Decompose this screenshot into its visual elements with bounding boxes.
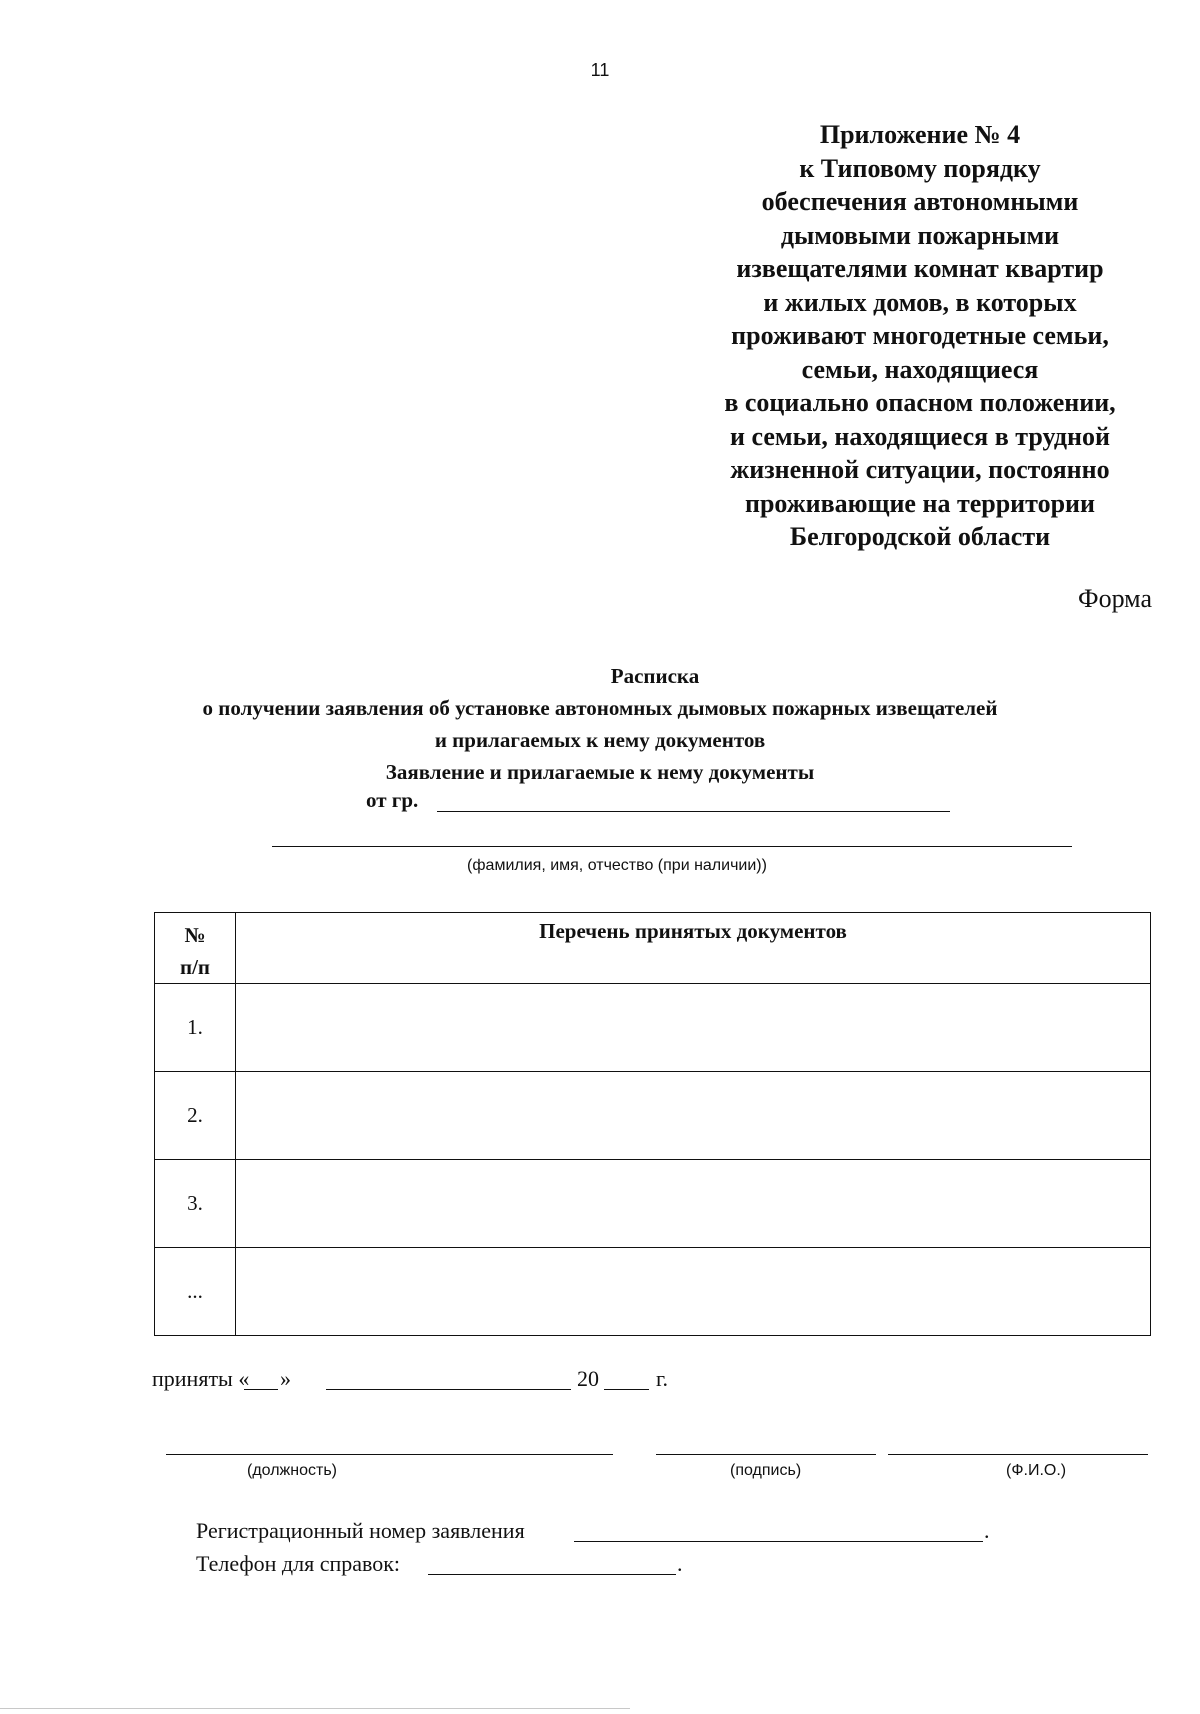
appendix-line: в социально опасном положении, — [724, 388, 1116, 417]
fio-caption: (фамилия, имя, отчество (при наличии)) — [467, 857, 767, 874]
accepted-month-line — [326, 1389, 571, 1390]
row-number: 3. — [155, 1160, 236, 1248]
appendix-line: к Типовому порядку — [799, 153, 1041, 183]
row-document-cell — [236, 1248, 1151, 1336]
from-label: от гр. — [366, 788, 419, 812]
appendix-line: Приложение № 4 — [819, 120, 1021, 149]
receipt-subtitle: Заявление и прилагаемые к нему документы — [385, 760, 815, 784]
table-row — [155, 984, 1151, 1072]
position-line — [166, 1454, 613, 1455]
row-number: 2. — [155, 1072, 236, 1160]
appendix-line: и семьи, находящиеся в трудной — [730, 421, 1110, 451]
col-num-header — [155, 913, 236, 984]
registration-number-label: Регистрационный номер заявления — [196, 1518, 525, 1543]
appendix-line: Белгородской области — [789, 522, 1051, 551]
row-document-cell — [236, 1072, 1151, 1160]
accepted-label: приняты « — [152, 1366, 250, 1391]
table-row — [155, 1160, 1151, 1248]
phone-line — [428, 1574, 676, 1575]
table-row — [155, 1248, 1151, 1336]
receipt-title: Расписка — [610, 664, 700, 688]
appendix-line: жизненной ситуации, постоянно — [730, 455, 1110, 484]
accepted-year-prefix: 20 — [577, 1366, 599, 1391]
row-document-cell — [236, 1160, 1151, 1248]
registration-end-dot: . — [984, 1518, 990, 1543]
col-list-header — [236, 913, 1151, 984]
col-list-label: Перечень принятых документов — [539, 919, 847, 943]
accepted-close-quote: » — [280, 1366, 291, 1391]
col-num-label: п/п — [179, 955, 211, 979]
fio-line — [272, 846, 1072, 847]
col-num-label: № — [184, 923, 206, 947]
scan-edge-line — [0, 1708, 630, 1709]
appendix-line: извещателями комнат квартир — [736, 254, 1104, 283]
documents-table — [154, 912, 1151, 1336]
fio-sign-caption: (Ф.И.О.) — [1006, 1462, 1067, 1479]
form-label: Форма — [1078, 584, 1152, 613]
accepted-year-suffix: г. — [656, 1366, 669, 1391]
fio-sign-line — [888, 1454, 1148, 1455]
page-number: 11 — [590, 60, 610, 80]
signature-line — [656, 1454, 876, 1455]
accepted-year-line — [604, 1389, 649, 1390]
accepted-day-line — [244, 1389, 278, 1390]
table-header-row — [155, 913, 1151, 984]
appendix-header — [690, 118, 1150, 554]
row-number: ... — [155, 1248, 236, 1336]
appendix-line: проживают многодетные семьи, — [731, 321, 1109, 350]
appendix-line: и жилых домов, в которых — [763, 287, 1077, 317]
phone-label: Телефон для справок: — [196, 1551, 401, 1576]
row-number: 1. — [155, 984, 236, 1072]
signature-caption: (подпись) — [730, 1462, 802, 1479]
appendix-line: семьи, находящиеся — [801, 354, 1039, 384]
position-caption: (должность) — [247, 1462, 337, 1479]
table-row — [155, 1072, 1151, 1160]
appendix-line: дымовыми пожарными — [780, 220, 1060, 250]
receipt-subtitle: и прилагаемых к нему документов — [434, 728, 766, 752]
phone-end-dot: . — [677, 1551, 683, 1576]
registration-number-line — [574, 1541, 983, 1542]
from-name-line — [437, 811, 950, 812]
receipt-subtitle: о получении заявления об установке автономных дымовых пожарных извещателей — [202, 696, 998, 720]
row-document-cell — [236, 984, 1151, 1072]
appendix-line: проживающие на территории — [744, 488, 1096, 518]
appendix-line: обеспечения автономными — [761, 187, 1079, 216]
